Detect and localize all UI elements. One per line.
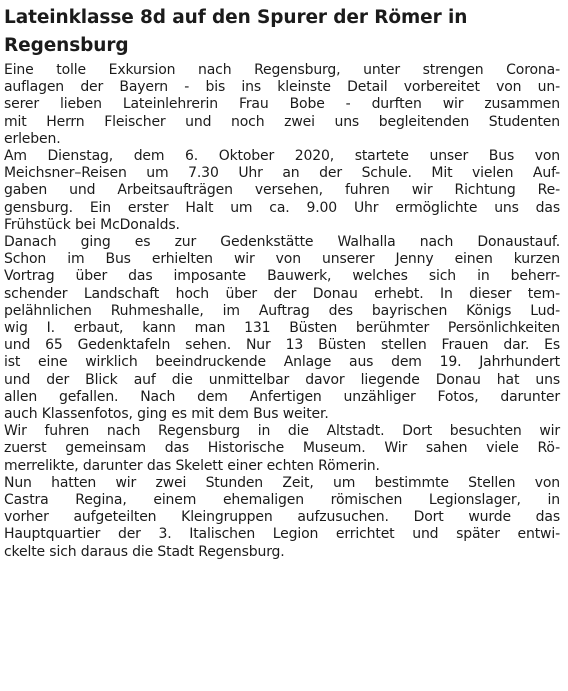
paragraph-line: Frühstück bei McDonalds. bbox=[4, 216, 180, 233]
article-title bbox=[4, 0, 560, 60]
paragraph-line: ist eine wirklich beeindruckende Anlage aus dem 19. Jahrhundert bbox=[4, 354, 560, 371]
paragraph-line: und der Blick auf die unmittelbar davor liegende Donau hat uns bbox=[4, 371, 560, 388]
paragraph-line: erleben. bbox=[4, 130, 61, 147]
paragraph-line: ckelte sich daraus die Stadt Regensburg. bbox=[4, 543, 285, 560]
paragraph-line: Danach ging es zur Gedenkstätte Walhalla nach Donaustauf. bbox=[4, 234, 560, 251]
paragraph-line: Castra Regina, einem ehemaligen römischen Legionslager, in bbox=[4, 492, 560, 509]
paragraph-line: gensburg. Ein erster Halt um ca. 9.00 Uhr ermöglichte uns das bbox=[4, 199, 560, 216]
paragraph-line: schender Landschaft hoch über der Donau erhebt. In dieser tem- bbox=[4, 285, 560, 302]
article-title-line-2: Regensburg bbox=[4, 35, 129, 56]
paragraph-line: pelähnlichen Ruhmeshalle, im Auftrag des bayrischen Königs Lud- bbox=[4, 302, 560, 319]
paragraph-line: und 65 Gedenktafeln sehen. Nur 13 Büsten stellen Frauen dar. Es bbox=[4, 337, 560, 354]
paragraph-line: vorher aufgeteilten Kleingruppen aufzusuchen. Dort wurde das bbox=[4, 509, 560, 526]
article-title-line-1: Lateinklasse 8d auf den Spurer der Römer in bbox=[4, 7, 468, 28]
paragraph-line: Eine tolle Exkursion nach Regensburg, unter strengen Corona- bbox=[4, 62, 560, 78]
paragraph-line: Wir fuhren nach Regensburg in die Altstadt. Dort besuchten wir bbox=[4, 423, 560, 440]
paragraph-line: mit Herrn Fleischer und noch zwei uns begleitenden Studenten bbox=[4, 113, 560, 130]
paragraph-line: merrelikte, darunter das Skelett einer echten Römerin. bbox=[4, 457, 380, 474]
paragraph-line: auflagen der Bayern - bis ins kleinste Detail vorbereitet von un- bbox=[4, 79, 560, 96]
paragraph-line: Hauptquartier der 3. Italischen Legion errichtet und später entwi- bbox=[4, 526, 560, 543]
paragraph-line: serer lieben Lateinlehrerin Frau Bobe - durften wir zusammen bbox=[4, 96, 560, 113]
paragraph-line: Meichsner–Reisen um 7.30 Uhr an der Schule. Mit vielen Auf- bbox=[4, 165, 560, 182]
article-page bbox=[4, 0, 560, 561]
paragraph-line: Vortrag über das imposante Bauwerk, welches sich in beherr- bbox=[4, 268, 560, 285]
paragraph-line: Schon im Bus erhielten wir von unserer Jenny einen kurzen bbox=[4, 251, 560, 268]
paragraph-line: allen gefallen. Nach dem Anfertigen unzähliger Fotos, darunter bbox=[4, 388, 560, 405]
paragraph-line: zuerst gemeinsam das Historische Museum. Wir sahen viele Rö- bbox=[4, 440, 560, 457]
paragraph-line: Am Dienstag, dem 6. Oktober 2020, startete unser Bus von bbox=[4, 148, 560, 165]
paragraph-line: Nun hatten wir zwei Stunden Zeit, um bestimmte Stellen von bbox=[4, 474, 560, 491]
paragraph-line: wig I. erbaut, kann man 131 Büsten berühmter Persönlichkeiten bbox=[4, 320, 560, 337]
paragraph-line: gaben und Arbeitsaufträgen versehen, fuhren wir Richtung Re- bbox=[4, 182, 560, 199]
paragraph-line: auch Klassenfotos, ging es mit dem Bus weiter. bbox=[4, 406, 329, 423]
article-body bbox=[4, 62, 560, 561]
